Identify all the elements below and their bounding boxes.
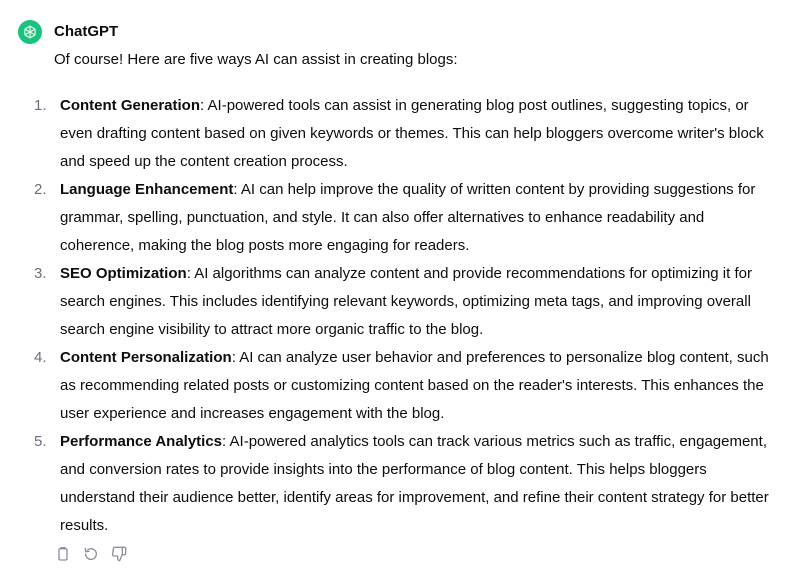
point-text: : AI algorithms can analyze content and provide recommendations for optimizing it for search engines. This includes identifying relevant keywords, optimizing meta tags, and improving overall search engine visibility to attract more organic traffic to the blog. [60, 265, 752, 338]
point-text: : AI-powered analytics tools can track various metrics such as traffic, engagement, and conversion rates to provide insights into the performance of blog content. This helps bloggers understand their audience better, identify areas for improvement, and refine their content strategy for better results. [60, 433, 769, 534]
point-term: SEO Optimization [60, 265, 187, 282]
point-text: : AI-powered tools can assist in generating blog post outlines, suggesting topics, or even drafting content based on given keywords or themes. This can help bloggers overcome writer's block and speed up the content creation process. [60, 97, 764, 170]
list-item [34, 260, 774, 344]
copy-icon [55, 546, 71, 562]
list-number: 3. [34, 265, 47, 282]
chatgpt-avatar [18, 20, 42, 44]
message-actions [54, 545, 128, 563]
list-item [34, 176, 774, 260]
message-intro: Of course! Here are five ways AI can assist in creating blogs: [54, 51, 458, 68]
list-item [34, 92, 774, 176]
copy-button[interactable] [54, 545, 72, 563]
points-list [34, 92, 774, 540]
regenerate-button[interactable] [82, 545, 100, 563]
point-term: Performance Analytics [60, 433, 223, 450]
list-item [34, 428, 774, 540]
regenerate-icon [83, 546, 99, 562]
openai-logo-icon [22, 24, 38, 40]
point-text: : AI can help improve the quality of written content by providing suggestions for grammar, spelling, punctuation, and style. It can also offer alternatives to enhance readability and coherence, making the blog posts more engaging for readers. [60, 181, 756, 254]
point-text: : AI can analyze user behavior and preferences to personalize blog content, such as recommending related posts or customizing content based on the reader's interests. This enhances the user experience and increases engagement with the blog. [60, 349, 769, 422]
list-number: 2. [34, 181, 47, 198]
point-term: Language Enhancement [60, 181, 234, 198]
message-author: ChatGPT [54, 23, 119, 40]
point-term: Content Generation [60, 97, 201, 114]
list-item [34, 344, 774, 428]
point-term: Content Personalization [60, 349, 232, 366]
list-number: 5. [34, 433, 47, 450]
thumbs-down-button[interactable] [110, 545, 128, 563]
message-content [34, 46, 774, 540]
list-number: 1. [34, 97, 47, 114]
list-number: 4. [34, 349, 47, 366]
thumbs-down-icon [111, 546, 127, 562]
